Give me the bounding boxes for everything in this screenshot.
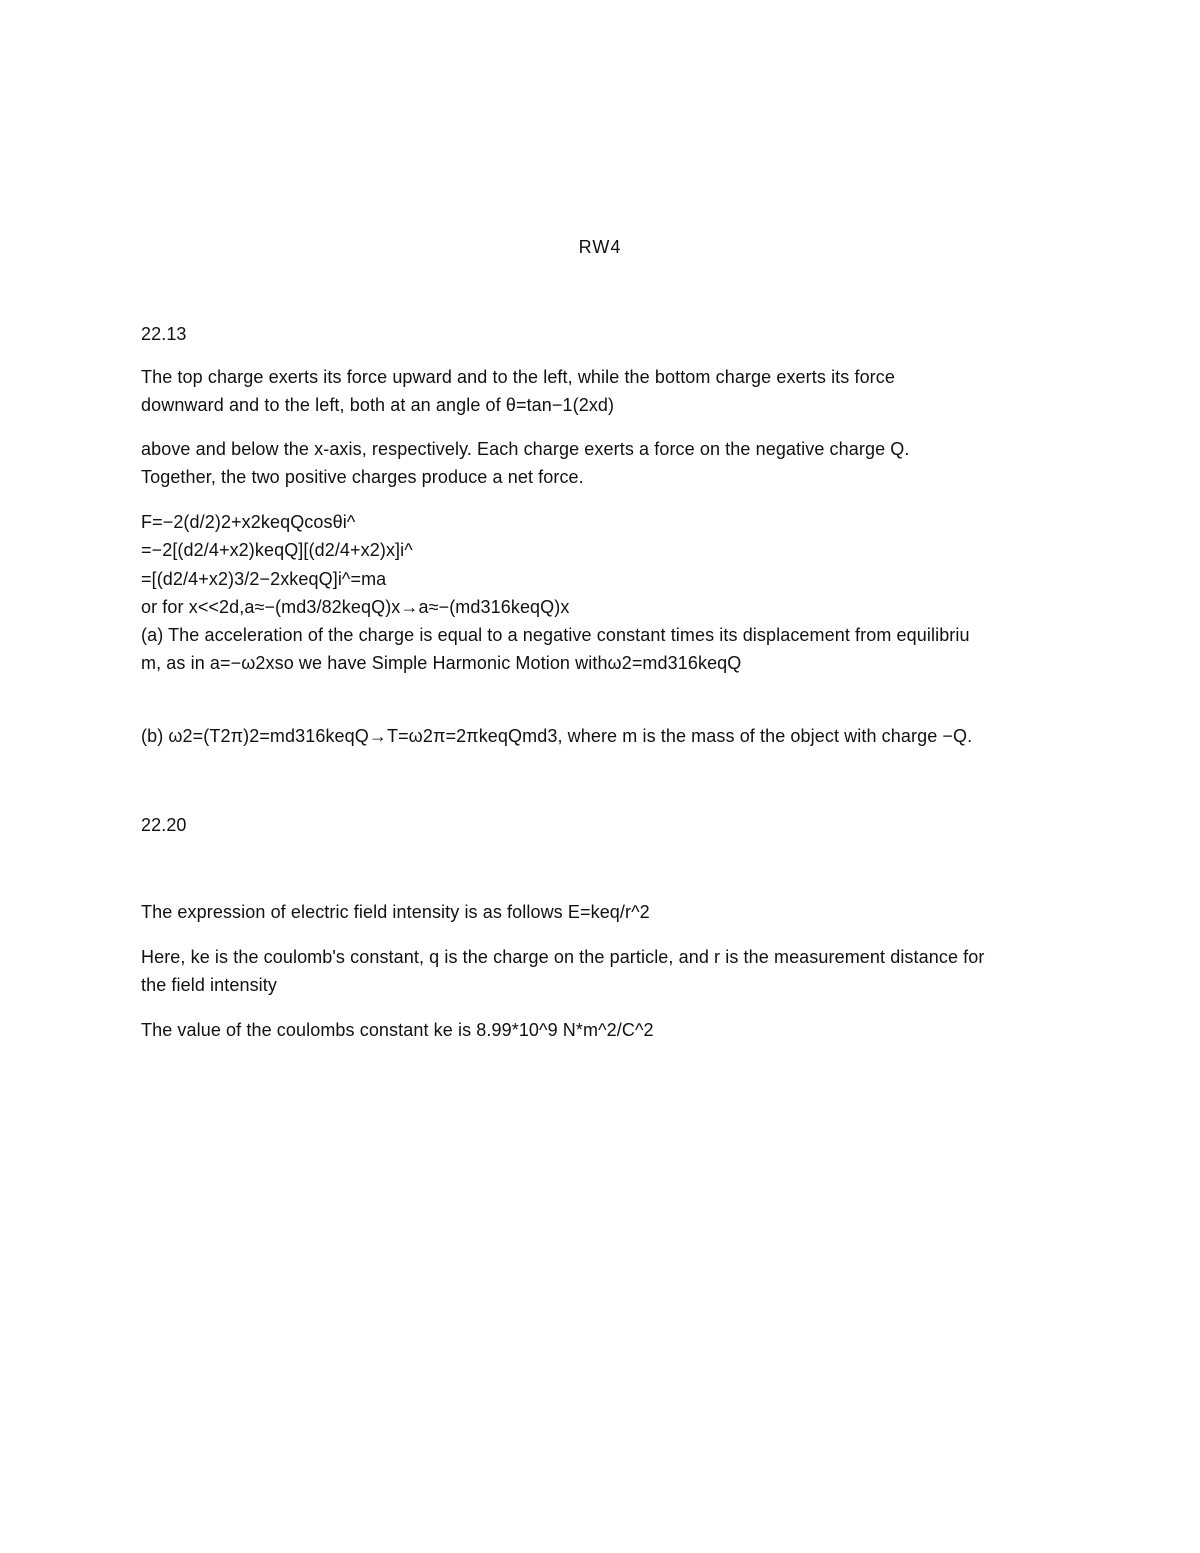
document-title: RW4	[578, 237, 622, 257]
answer-a-line: m, as in a=−ω2xso we have Simple Harmonic Motion withω2=md316keqQ	[141, 653, 742, 673]
paragraph-line: The top charge exerts its force upward and to the left, while the bottom charge exerts its force	[141, 367, 895, 387]
paragraph-line: Here, ke is the coulomb's constant, q is the charge on the particle, and r is the measurement distance for	[141, 947, 985, 967]
problem-number: 22.20	[141, 815, 187, 835]
equation-line: F=−2(d/2)2+x2keqQcosθi^	[141, 512, 356, 532]
paragraph-line: the field intensity	[141, 975, 277, 995]
answer-b-line: (b) ω2=(T2π)2=md316keqQ→T=ω2π=2πkeqQmd3, where m is the mass of the object with charge −Q.	[141, 726, 973, 746]
equation-line: or for x<<2d,a≈−(md3/82keqQ)x→a≈−(md316keqQ)x	[141, 597, 570, 617]
equation-line: =[(d2/4+x2)3/2−2xkeqQ]i^=ma	[141, 569, 387, 589]
paragraph-line: downward and to the left, both at an angle of θ=tan−1(2xd)	[141, 395, 615, 415]
equation-line: =−2[(d2/4+x2)keqQ][(d2/4+x2)x]i^	[141, 540, 413, 560]
paragraph-line: Together, the two positive charges produce a net force.	[141, 467, 584, 487]
paragraph-line: above and below the x-axis, respectively. Each charge exerts a force on the negative charge Q.	[141, 439, 910, 459]
paragraph-line: The value of the coulombs constant ke is 8.99*10^9 N*m^2/C^2	[141, 1020, 654, 1040]
paragraph-line: The expression of electric field intensity is as follows E=keq/r^2	[141, 902, 650, 922]
answer-a-line: (a) The acceleration of the charge is equal to a negative constant times its displacement from equilibriu	[141, 625, 970, 645]
problem-number: 22.13	[141, 324, 187, 344]
